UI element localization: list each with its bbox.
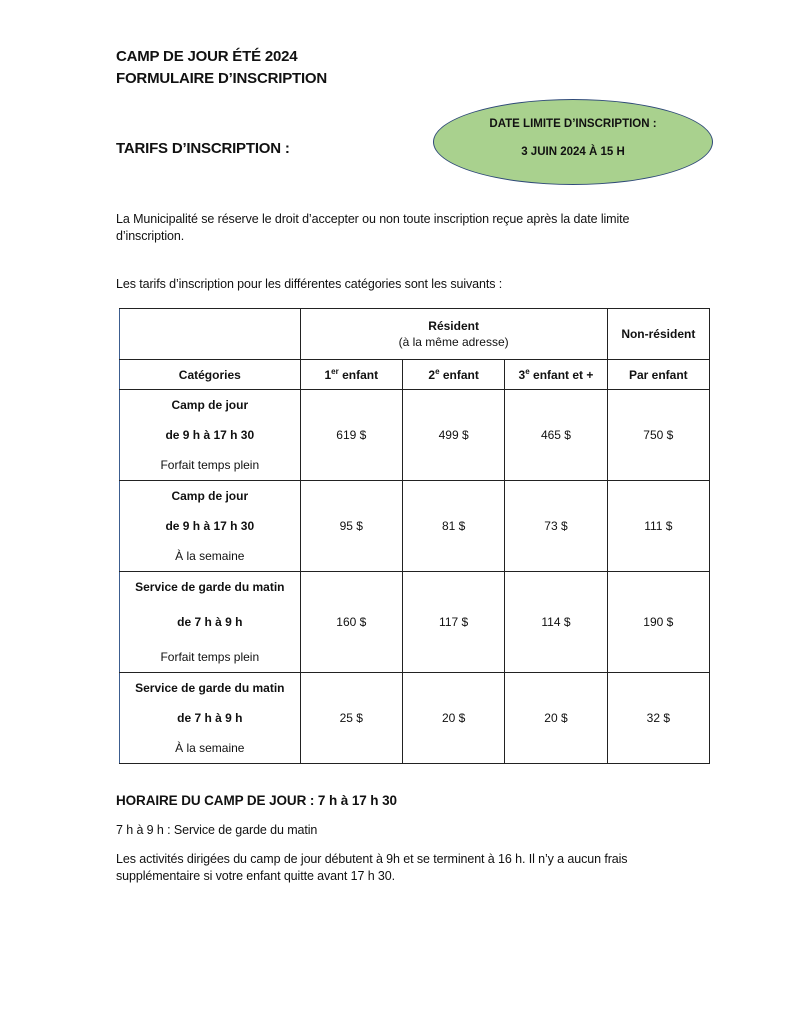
price-non-resident: 190 $ — [607, 572, 709, 673]
category-name: Camp de jour — [171, 398, 249, 412]
category-name: Service de garde du matin — [135, 580, 285, 594]
col-header-first-child — [300, 360, 402, 390]
col-header-second-child — [402, 360, 504, 390]
category-hours: de 7 h à 9 h — [177, 615, 243, 629]
table-column-header-row — [120, 360, 710, 390]
category-hours: de 9 h à 17 h 30 — [165, 428, 255, 442]
price-second-child: 81 $ — [402, 481, 504, 572]
ordinal-number: 3 — [518, 367, 526, 382]
schedule-title: HORAIRE DU CAMP DE JOUR : 7 h à 17 h 30 — [116, 793, 397, 808]
category-type: Forfait temps plein — [160, 458, 260, 472]
price-first-child: 25 $ — [300, 673, 402, 764]
tarifs-intro: Les tarifs d’inscription pour les différentes catégories sont les suivants : — [116, 277, 503, 291]
document-title: CAMP DE JOUR ÉTÉ 2024 — [116, 48, 298, 65]
category-cell — [120, 481, 301, 572]
category-name: Camp de jour — [171, 489, 249, 503]
price-third-child: 465 $ — [505, 390, 607, 481]
price-second-child: 20 $ — [402, 673, 504, 764]
schedule-line-activities: Les activités dirigées du camp de jour débutent à 9h et se terminent à 16 h. Il n’y a aucun frais supplémentaire si votre enfant quitte avant 17 h 30. — [116, 852, 628, 883]
ordinal-suffix: e — [435, 366, 440, 376]
category-type: À la semaine — [175, 549, 245, 563]
price-first-child: 619 $ — [300, 390, 402, 481]
empty-header-cell — [120, 309, 301, 360]
intro-paragraph: La Municipalité se réserve le droit d’accepter ou non toute inscription reçue après la date limite d’inscription. — [116, 212, 630, 243]
deadline-label: DATE LIMITE D’INSCRIPTION : — [489, 118, 657, 130]
category-cell — [120, 673, 301, 764]
col-header-categories: Catégories — [120, 360, 301, 390]
category-cell — [120, 390, 301, 481]
resident-label: Résident — [428, 319, 479, 333]
col-label: enfant et + — [529, 367, 594, 382]
non-resident-group-header: Non-résident — [607, 309, 709, 360]
resident-group-header — [300, 309, 607, 360]
table-row — [120, 572, 710, 673]
table-row — [120, 673, 710, 764]
price-first-child: 160 $ — [300, 572, 402, 673]
price-non-resident: 32 $ — [607, 673, 709, 764]
price-second-child: 117 $ — [402, 572, 504, 673]
deadline-date: 3 JUIN 2024 À 15 H — [521, 146, 625, 158]
category-cell — [120, 572, 301, 673]
section-title-tarifs: TARIFS D’INSCRIPTION : — [116, 140, 290, 157]
ordinal-suffix: e — [525, 366, 530, 376]
tarifs-table — [119, 308, 710, 764]
table-row — [120, 481, 710, 572]
category-hours: de 9 h à 17 h 30 — [165, 519, 255, 533]
category-type: À la semaine — [175, 741, 245, 755]
ordinal-number: 2 — [428, 367, 436, 382]
table-group-header-row — [120, 309, 710, 360]
category-name: Service de garde du matin — [135, 681, 285, 695]
category-type: Forfait temps plein — [160, 650, 260, 664]
deadline-badge — [433, 99, 713, 185]
col-header-per-child: Par enfant — [607, 360, 709, 390]
ordinal-number: 1 — [324, 367, 332, 382]
col-header-third-child — [505, 360, 607, 390]
col-label: enfant — [338, 367, 379, 382]
category-hours: de 7 h à 9 h — [177, 711, 243, 725]
price-non-resident: 750 $ — [607, 390, 709, 481]
document-subtitle: FORMULAIRE D’INSCRIPTION — [116, 70, 328, 87]
price-non-resident: 111 $ — [607, 481, 709, 572]
price-third-child: 73 $ — [505, 481, 607, 572]
price-second-child: 499 $ — [402, 390, 504, 481]
table-row — [120, 390, 710, 481]
schedule-line-morning: 7 h à 9 h : Service de garde du matin — [116, 823, 318, 837]
price-third-child: 114 $ — [505, 572, 607, 673]
price-third-child: 20 $ — [505, 673, 607, 764]
resident-sublabel: (à la même adresse) — [398, 335, 509, 349]
ordinal-suffix: er — [331, 366, 339, 376]
col-label: enfant — [439, 367, 479, 382]
price-first-child: 95 $ — [300, 481, 402, 572]
